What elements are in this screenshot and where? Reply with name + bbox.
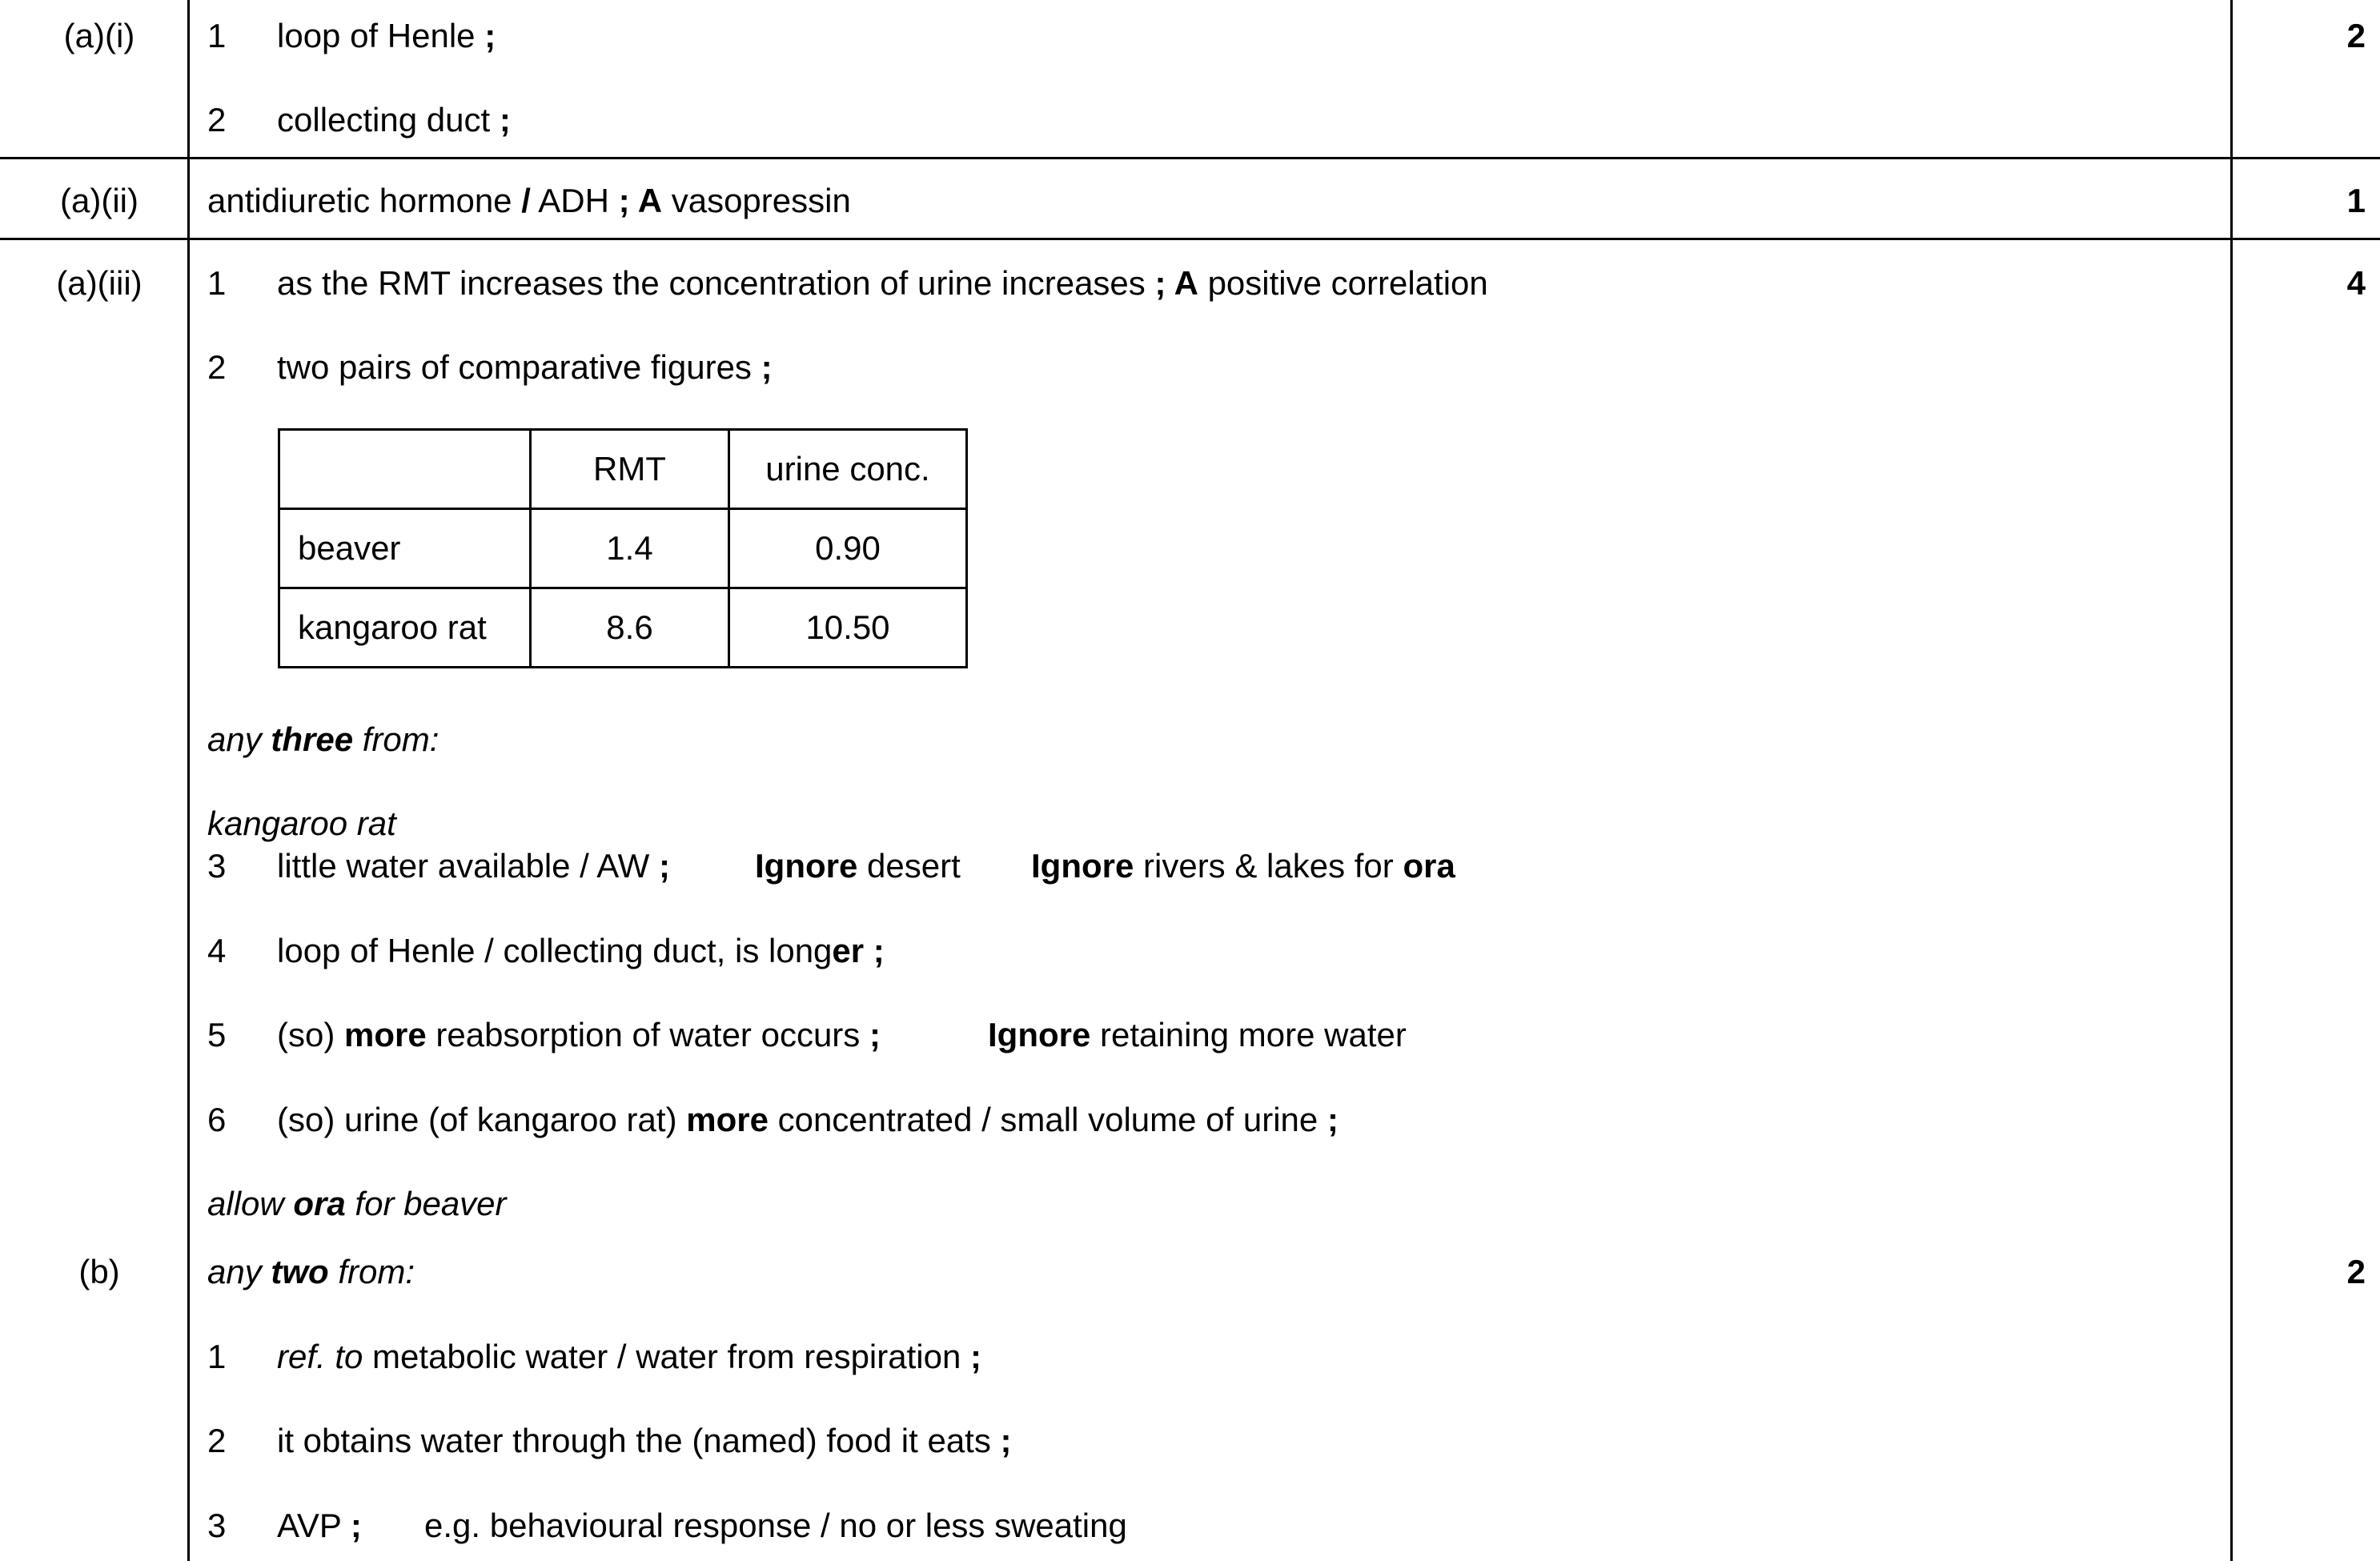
column-divider-left	[187, 0, 190, 1561]
ignore-marker: Ignore	[755, 847, 858, 885]
subheading-kangaroo-rat: kangaroo rat	[207, 805, 396, 842]
instruction-emphasis: three	[271, 720, 354, 758]
point-number: 3	[207, 847, 227, 885]
instruction-text: for beaver	[345, 1185, 507, 1222]
answer-text: AVP	[277, 1507, 351, 1544]
point-number: 2	[207, 348, 227, 386]
ignore-marker: Ignore	[1031, 847, 1134, 885]
table-header-cell	[279, 430, 531, 509]
ignore-marker: Ignore	[988, 1016, 1091, 1053]
semicolon: ;	[658, 847, 670, 885]
semicolon: ;	[761, 348, 773, 386]
answer-text: little water available / AW	[277, 847, 659, 885]
point-number: 3	[207, 1507, 227, 1544]
answer-emphasis: more	[344, 1016, 427, 1053]
table-cell: 10.50	[729, 588, 967, 668]
table-header-row	[279, 430, 967, 509]
answer-text: it obtains water through the (named) food it eats	[277, 1422, 1001, 1459]
point-number: 5	[207, 1016, 227, 1053]
semicolon: ;	[484, 17, 496, 54]
answer-emphasis: er	[832, 932, 865, 969]
answer-point	[277, 1424, 1012, 1458]
table-row	[279, 509, 967, 588]
instruction-text: any	[207, 720, 271, 758]
answer-text: ADH	[530, 182, 619, 219]
answer-text: rivers & lakes for	[1134, 847, 1403, 885]
answer-text: as the RMT increases the concentration of urine increases	[277, 264, 1155, 302]
mark-a-i: 2	[2346, 17, 2366, 54]
point-number: 2	[207, 1422, 227, 1459]
answer-text: concentrated / small volume of urine	[768, 1101, 1327, 1138]
mark-a-iii: 4	[2346, 264, 2366, 302]
point-number: 1	[207, 1338, 227, 1375]
semicolon: ;	[869, 1016, 881, 1053]
answer-text: desert	[857, 847, 961, 885]
answer-point	[277, 1340, 981, 1374]
answer-point	[277, 103, 511, 137]
point-number: 1	[207, 17, 227, 54]
answer-text: loop of Henle / collecting duct, is long	[277, 932, 833, 969]
mark-b: 2	[2346, 1253, 2366, 1290]
allow-ora-note	[207, 1187, 507, 1221]
answer-point	[277, 348, 773, 386]
question-label-a-iii: (a)(iii)	[56, 264, 142, 302]
row-divider-2	[0, 238, 2380, 240]
table-header-cell: RMT	[531, 430, 729, 509]
ora-marker: ora	[1403, 847, 1455, 885]
answer-example: e.g. behavioural response / no or less sweating	[424, 1507, 1127, 1544]
answer-line	[207, 184, 851, 218]
point-number: 6	[207, 1101, 227, 1138]
table-cell: 1.4	[531, 509, 729, 588]
answer-text: retaining more water	[1090, 1016, 1407, 1053]
mark-a-ii: 1	[2346, 182, 2366, 219]
table-header-cell: urine conc.	[729, 430, 967, 509]
question-label-b: (b)	[78, 1253, 120, 1290]
semicolon: ;	[1000, 1422, 1012, 1459]
accept-marker: A	[1166, 264, 1198, 302]
answer-text: vasopressin	[662, 182, 851, 219]
point-number: 1	[207, 264, 227, 302]
ignore-note	[988, 1018, 1407, 1052]
answer-text: positive correlation	[1198, 264, 1488, 302]
answer-text: reabsorption of water occurs	[426, 1016, 869, 1053]
table-cell: 8.6	[531, 588, 729, 668]
instruction-text: allow	[207, 1185, 294, 1222]
answer-text: antidiuretic hormone	[207, 182, 522, 219]
semicolon: ;	[1326, 1101, 1338, 1138]
answer-point	[277, 934, 885, 968]
ignore-note	[755, 849, 961, 883]
instruction-any-two	[207, 1255, 415, 1289]
ora-marker: ora	[293, 1185, 346, 1222]
answer-point	[277, 1509, 362, 1543]
question-label-a-i: (a)(i)	[63, 17, 135, 54]
semicolon: ;	[350, 1507, 362, 1544]
row-divider-1	[0, 157, 2380, 159]
answer-text: collecting duct	[277, 101, 491, 138]
point-number: 2	[207, 101, 227, 138]
answer-text: loop of Henle	[277, 17, 476, 54]
semicolon: ;	[618, 182, 630, 219]
instruction-text: from:	[328, 1253, 415, 1290]
semicolon: ;	[970, 1338, 981, 1375]
table-cell: 0.90	[729, 509, 967, 588]
answer-text: two pairs of comparative figures	[277, 348, 752, 386]
answer-point	[277, 1018, 881, 1052]
answer-text: (so)	[277, 1016, 344, 1053]
accept-marker: A	[629, 182, 663, 219]
instruction-text: any	[207, 1253, 271, 1290]
semicolon: ;	[499, 101, 511, 138]
question-label-a-ii: (a)(ii)	[60, 182, 138, 219]
answer-text: metabolic water / water from respiration	[363, 1338, 970, 1375]
column-divider-right	[2230, 0, 2233, 1561]
answer-italic: ref. to	[277, 1338, 363, 1375]
ignore-note	[1031, 849, 1455, 883]
answer-point	[277, 849, 670, 883]
instruction-text: from:	[353, 720, 439, 758]
instruction-emphasis: two	[271, 1253, 329, 1290]
answer-point	[277, 264, 1488, 302]
slash: /	[521, 182, 531, 219]
answer-point	[277, 19, 496, 53]
comparison-table	[278, 428, 968, 668]
semicolon: ;	[864, 932, 885, 969]
table-cell: beaver	[279, 509, 531, 588]
semicolon: ;	[1154, 264, 1166, 302]
instruction-any-three	[207, 720, 439, 758]
answer-text: (so) urine (of kangaroo rat)	[277, 1101, 687, 1138]
answer-emphasis: more	[686, 1101, 769, 1138]
point-number: 4	[207, 932, 227, 969]
table-row	[279, 588, 967, 668]
answer-point	[277, 1103, 1338, 1137]
table-cell: kangaroo rat	[279, 588, 531, 668]
